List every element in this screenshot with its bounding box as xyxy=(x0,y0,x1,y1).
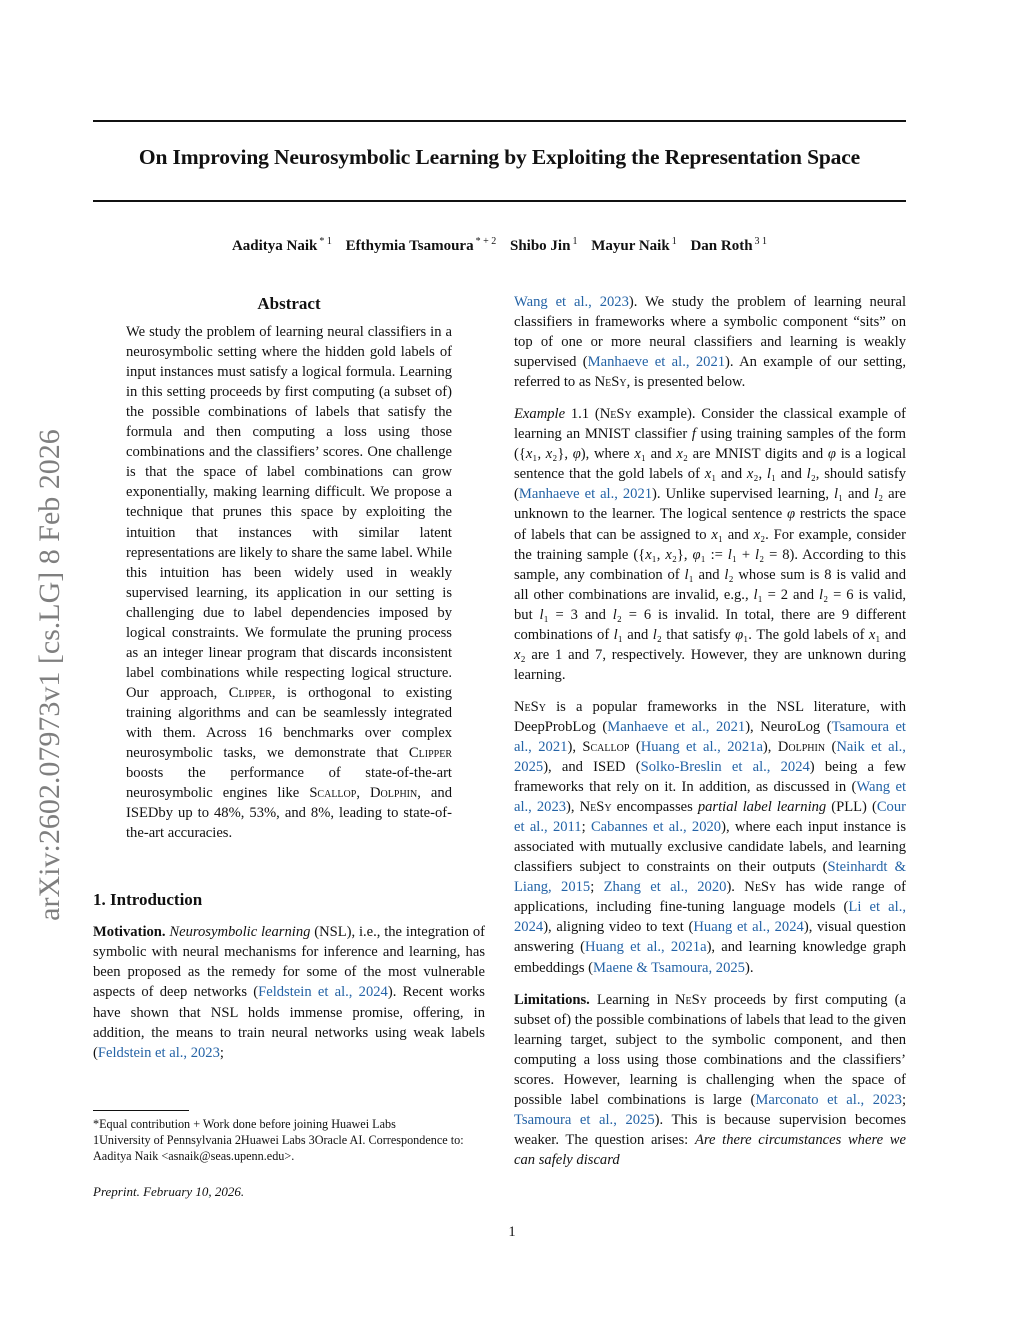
body-paragraph: Motivation. Neurosymbolic learning (NSL), i.e., the integration of symbolic with neural mechanisms for inference and learning, has been proposed as the remedy for some of the most vulnerable aspects of deep networks (Feldstein et al., 2024). Recent works have shown that NSL holds immense promise, offering, in addition, the means to train neural networks using weak labels (Feldstein et al., 2023; xyxy=(93,924,485,1061)
author: Aaditya Naik $^{* 1}$ xyxy=(231,236,332,254)
citation-link[interactable]: Cour et al., 2011 xyxy=(514,799,906,836)
citation-link[interactable]: Solko-Breslin et al., 2024 xyxy=(640,759,810,776)
author: Efthymia Tsamoura $^{* + 2}$ xyxy=(345,236,497,254)
citation-link[interactable]: Naik et al., 2025 xyxy=(514,738,906,776)
citation-link[interactable]: Manhaeve et al., 2021 xyxy=(518,486,653,503)
citation-link[interactable]: Marconato et al., 2023 xyxy=(755,1091,902,1108)
title-rule-top xyxy=(93,120,906,122)
citation-link[interactable]: Feldstein et al., 2023 xyxy=(97,1044,220,1061)
citation-link[interactable]: Tsamoura et al., 2021 xyxy=(514,718,906,755)
citation-link[interactable]: Manhaeve et al., 2021 xyxy=(587,354,726,371)
abstract-heading: Abstract xyxy=(257,294,321,313)
citation-link[interactable]: Manhaeve et al., 2021 xyxy=(607,718,746,735)
citation-link[interactable]: Wang et al., 2023 xyxy=(514,294,629,310)
footnotes xyxy=(93,1116,485,1164)
citation-link[interactable]: Feldstein et al., 2024 xyxy=(258,984,388,1001)
section-heading: 1. Introduction xyxy=(93,890,203,910)
title-rule-bottom xyxy=(93,200,906,202)
citation-link[interactable]: Huang et al., 2021a xyxy=(585,939,707,956)
citation-link[interactable]: Huang et al., 2021a xyxy=(640,738,763,755)
citation-link[interactable]: Li et al., 2024 xyxy=(514,899,906,936)
page-number: 1 xyxy=(508,1224,516,1240)
author: Dan Roth $^{3 1}$ xyxy=(690,236,768,254)
citation-link[interactable]: Steinhardt & Liang, 2015 xyxy=(514,859,906,896)
citation-link[interactable]: Wang et al., 2023 xyxy=(514,779,906,816)
motivation-run-in-heading: Motivation. xyxy=(93,924,166,941)
abstract-text: We study the problem of learning neural classifiers in a neurosymbolic setting where the hidden gold labels of input instances must satisfy a logical formula. Learning in this setting proceeds by first computing (a subset of) the possible combinations of labels that satisfy the formula and then computing a loss using those combinations and the classifiers’ scores. One challenge is that the space of label combinations can grow exponentially, making learning difficult. We propose a technique that prunes this space by exploiting the intuition that instances with similar latent representations are likely to share the same label. While this intuition has been widely used in weakly supervised learning, its application in our setting is challenging due to label dependencies imposed by logical constraints. We formulate the pruning process as an integer linear program that discards inconsistent label combinations while respecting logical structure. Our approach, Clipper, is orthogonal to existing training algorithms and can be seamlessly integrated with them. Across 16 benchmarks over complex neurosymbolic tasks, we demonstrate that Clipper boosts the performance of state-of-the-art neurosymbolic engines like Scallop, Dolphin, and ISEDby up to 48%, 53%, and 8%, leading to state-of-the-art accuracies. xyxy=(126,324,452,842)
citation-link[interactable]: Cabannes et al., 2020 xyxy=(590,819,722,836)
author: Mayur Naik $^1$ xyxy=(591,236,677,254)
author-list xyxy=(93,236,906,255)
citation-link[interactable]: Tsamoura et al., 2025 xyxy=(514,1111,655,1128)
citation-link[interactable]: Zhang et al., 2020 xyxy=(603,879,727,896)
body-paragraph: NeSy is a popular frameworks in the NSL literature, with DeepProbLog (Manhaeve et al., 2021), NeuroLog (Tsamoura et al., 2021), Scallop (Huang et al., 2021a), Dolphin (Naik et al., 2025), and ISED (Solko-Breslin et al., 2024) being a few frameworks that rely on it. In addition, as discussed in (Wang et al., 2023), NeSy encompasses partial label learning (PLL) (Cour et al., 2011; Cabannes et al., 2020), where each input instance is associated with mutually exclusive candidate labels, and learning classifiers subject to constraints on their outputs (Steinhardt & Liang, 2015; Zhang et al., 2020). NeSy has wide range of applications, including fine-tuning language models (Li et al., 2024), aligning video to text (Huang et al., 2024), visual question answering (Huang et al., 2021a), and learning knowledge graph embeddings (Maene & Tsamoura, 2025). xyxy=(514,698,906,976)
citation-link[interactable]: Huang et al., 2024 xyxy=(693,919,804,936)
body-paragraph: Limitations. Learning in NeSy proceeds by first computing (a subset of) the possible combinations of labels that lead to the given learning target, subject to the symbolic component, and then computing a loss using those combinations and the classifiers’ scores. However, learning is challenging when the space of possible label combinations is large (Marconato et al., 2023; Tsamoura et al., 2025). This is because supervision becomes weaker. The question arises: Are there circumstances where we can safely discard xyxy=(514,991,907,1168)
arxiv-identifier-stamp: arXiv:2602.07973v1 [cs.LG] 8 Feb 2026 xyxy=(33,429,66,921)
left-column xyxy=(93,292,485,1063)
example-paragraph: Example 1.1 (NeSy example). Consider the classical example of learning an MNIST classifier f using training samples of the form ({x₁, x₂}, φ), where x₁ and x₂ are MNIST digits and φ is a logical sentence that the gold labels of x₁ and x₂, l₁ and l₂, should satisfy (Manhaeve et al., 2021). Unlike supervised learning, l₁ and l₂ are unknown to the learner. The logical sentence φ restricts the space of labels that can be assigned to x₁ and x₂. For example, consider the training sample ({x₁, x₂}, φ₁ := l₁ + l₂ = 8). According to this sample, any combination of l₁ and l₂ whose sum is 8 is valid and all other combinations are invalid, e.g., l₁ = 2 and l₂ = 6 is valid, but l₁ = 3 and l₂ = 6 is invalid. In total, there are 9 different combinations of l₁ and l₂ that satisfy φ₁. The gold labels of x₁ and x₂ are 1 and 7, respectively. However, they are unknown during learning. xyxy=(514,406,907,683)
limitations-run-in-heading: Limitations. xyxy=(514,991,590,1008)
author: Shibo Jin $^1$ xyxy=(509,236,578,254)
footnote-rule xyxy=(93,1110,189,1111)
body-paragraph: Wang et al., 2023). We study the problem of learning neural classifiers in frameworks where a symbolic component “sits” on top of one or more neural classifiers and learning is weakly supervised (Manhaeve et al., 2021). An example of our setting, referred to as NeSy, is presented below. xyxy=(514,294,907,391)
footnote-contribution: *Equal contribution + Work done before joining Huawei Labs xyxy=(93,1117,396,1131)
footnote-affiliations: 1University of Pennsylvania 2Huawei Labs 3Oracle AI. Correspondence to: Aaditya Naik <asnaik@seas.upenn.edu>. xyxy=(93,1133,464,1163)
right-column xyxy=(514,292,906,1170)
preprint-note: Preprint. February 10, 2026. xyxy=(93,1184,245,1199)
citation-link[interactable]: Maene & Tsamoura, 2025 xyxy=(593,959,745,976)
paper-title: On Improving Neurosymbolic Learning by Exploiting the Representation Space xyxy=(138,145,861,169)
